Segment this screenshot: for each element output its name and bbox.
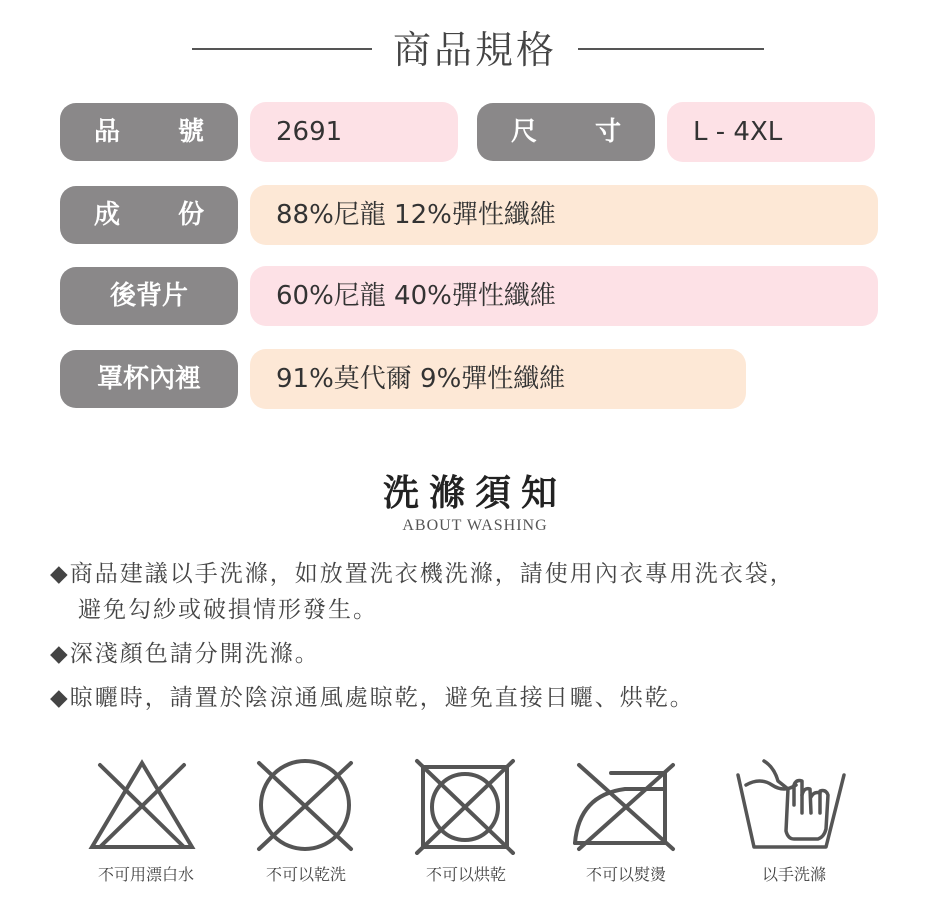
divider-left xyxy=(192,48,372,50)
value-cup-lining: 91%莫代爾 9%彈性纖維 xyxy=(250,349,746,409)
no-bleach-icon xyxy=(82,755,202,855)
caption-no-iron: 不可以熨燙 xyxy=(585,865,666,884)
label-item-no: 品 號 xyxy=(60,103,238,161)
caption-hand-wash: 以手洗滌 xyxy=(761,865,826,884)
label-composition: 成 份 xyxy=(60,186,238,244)
label-back-panel: 後背片 xyxy=(60,267,238,325)
caption-no-bleach: 不可用漂白水 xyxy=(97,865,194,884)
spec-header xyxy=(0,22,950,82)
washing-subtitle: ABOUT WASHING xyxy=(402,517,548,534)
washing-note: ◆晾曬時，請置於陰涼通風處晾乾，避免直接日曬、烘乾。 xyxy=(50,685,695,711)
value-composition: 88%尼龍 12%彈性纖維 xyxy=(250,185,878,245)
value-size: L - 4XL xyxy=(667,102,875,162)
bullet-icon: ◆ xyxy=(50,685,70,711)
washing-note: ◆商品建議以手洗滌，如放置洗衣機洗滌，請使用內衣專用洗衣袋， 避免勾紗或破損情形發生。 xyxy=(50,561,795,623)
divider-right xyxy=(578,48,764,50)
spec-title: 商品規格 xyxy=(392,28,557,72)
bullet-icon: ◆ xyxy=(50,641,70,667)
hand-wash-icon xyxy=(730,755,850,855)
value-back-panel: 60%尼龍 40%彈性纖維 xyxy=(250,266,878,326)
bullet-icon: ◆ xyxy=(50,561,70,587)
caption-no-tumble-dry: 不可以烘乾 xyxy=(425,865,506,884)
label-cup-lining: 罩杯內裡 xyxy=(60,350,238,408)
no-dry-clean-icon xyxy=(245,755,365,855)
caption-no-dry-clean: 不可以乾洗 xyxy=(265,865,346,884)
value-item-no: 2691 xyxy=(250,102,458,162)
washing-title: 洗滌須知 xyxy=(382,473,567,514)
no-tumble-dry-icon xyxy=(405,755,525,855)
washing-note: ◆深淺顏色請分開洗滌。 xyxy=(50,641,320,667)
no-iron-icon xyxy=(565,755,685,855)
label-size: 尺 寸 xyxy=(477,103,655,161)
